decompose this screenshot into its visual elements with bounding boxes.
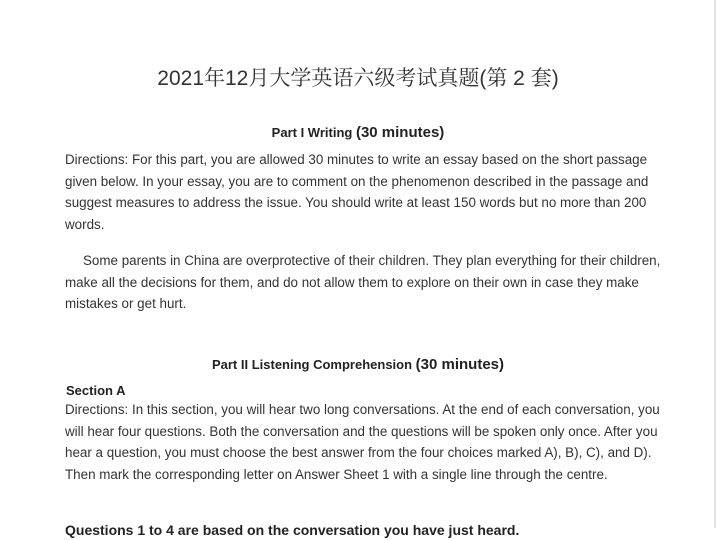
part1-duration: (30 minutes): [355, 124, 445, 141]
part2-heading-label: Part II Listening Comprehension: [211, 357, 413, 372]
part1-heading-label: Part I Writing: [271, 125, 353, 140]
part1-directions: Directions: For this part, you are allowed 30 minutes to write an essay based on the short passage given below. In your essay, you are to comment on the phenomenon described in the passage and suggest measures to address the issue. You should write at least 150 words but no more than 200 words.: [65, 152, 649, 232]
section-a-label: Section A: [66, 383, 126, 398]
part1-heading: [0, 124, 716, 141]
questions-1-4-heading: Questions 1 to 4 are based on the conversation you have just heard.: [65, 522, 520, 538]
document-title: 2021年12月大学英语六级考试真题(第 2 套): [157, 67, 559, 90]
part2-heading: [0, 356, 716, 373]
part2-directions: Directions: In this section, you will hear two long conversations. At the end of each conversation, you will hear four questions. Both the conversation and the questions will be spoken only once. After you hear a question, you must choose the best answer from the four choices marked A), B), C), and D). Then mark the corresponding letter on Answer Sheet 1 with a single line through the centre.: [65, 402, 660, 482]
part2-duration: (30 minutes): [415, 356, 505, 373]
part1-passage: Some parents in China are overprotective of their children. They plan everything for their children, make all the decisions for them, and do not allow them to explore on their own in case they make mistakes or get hurt.: [65, 253, 661, 312]
